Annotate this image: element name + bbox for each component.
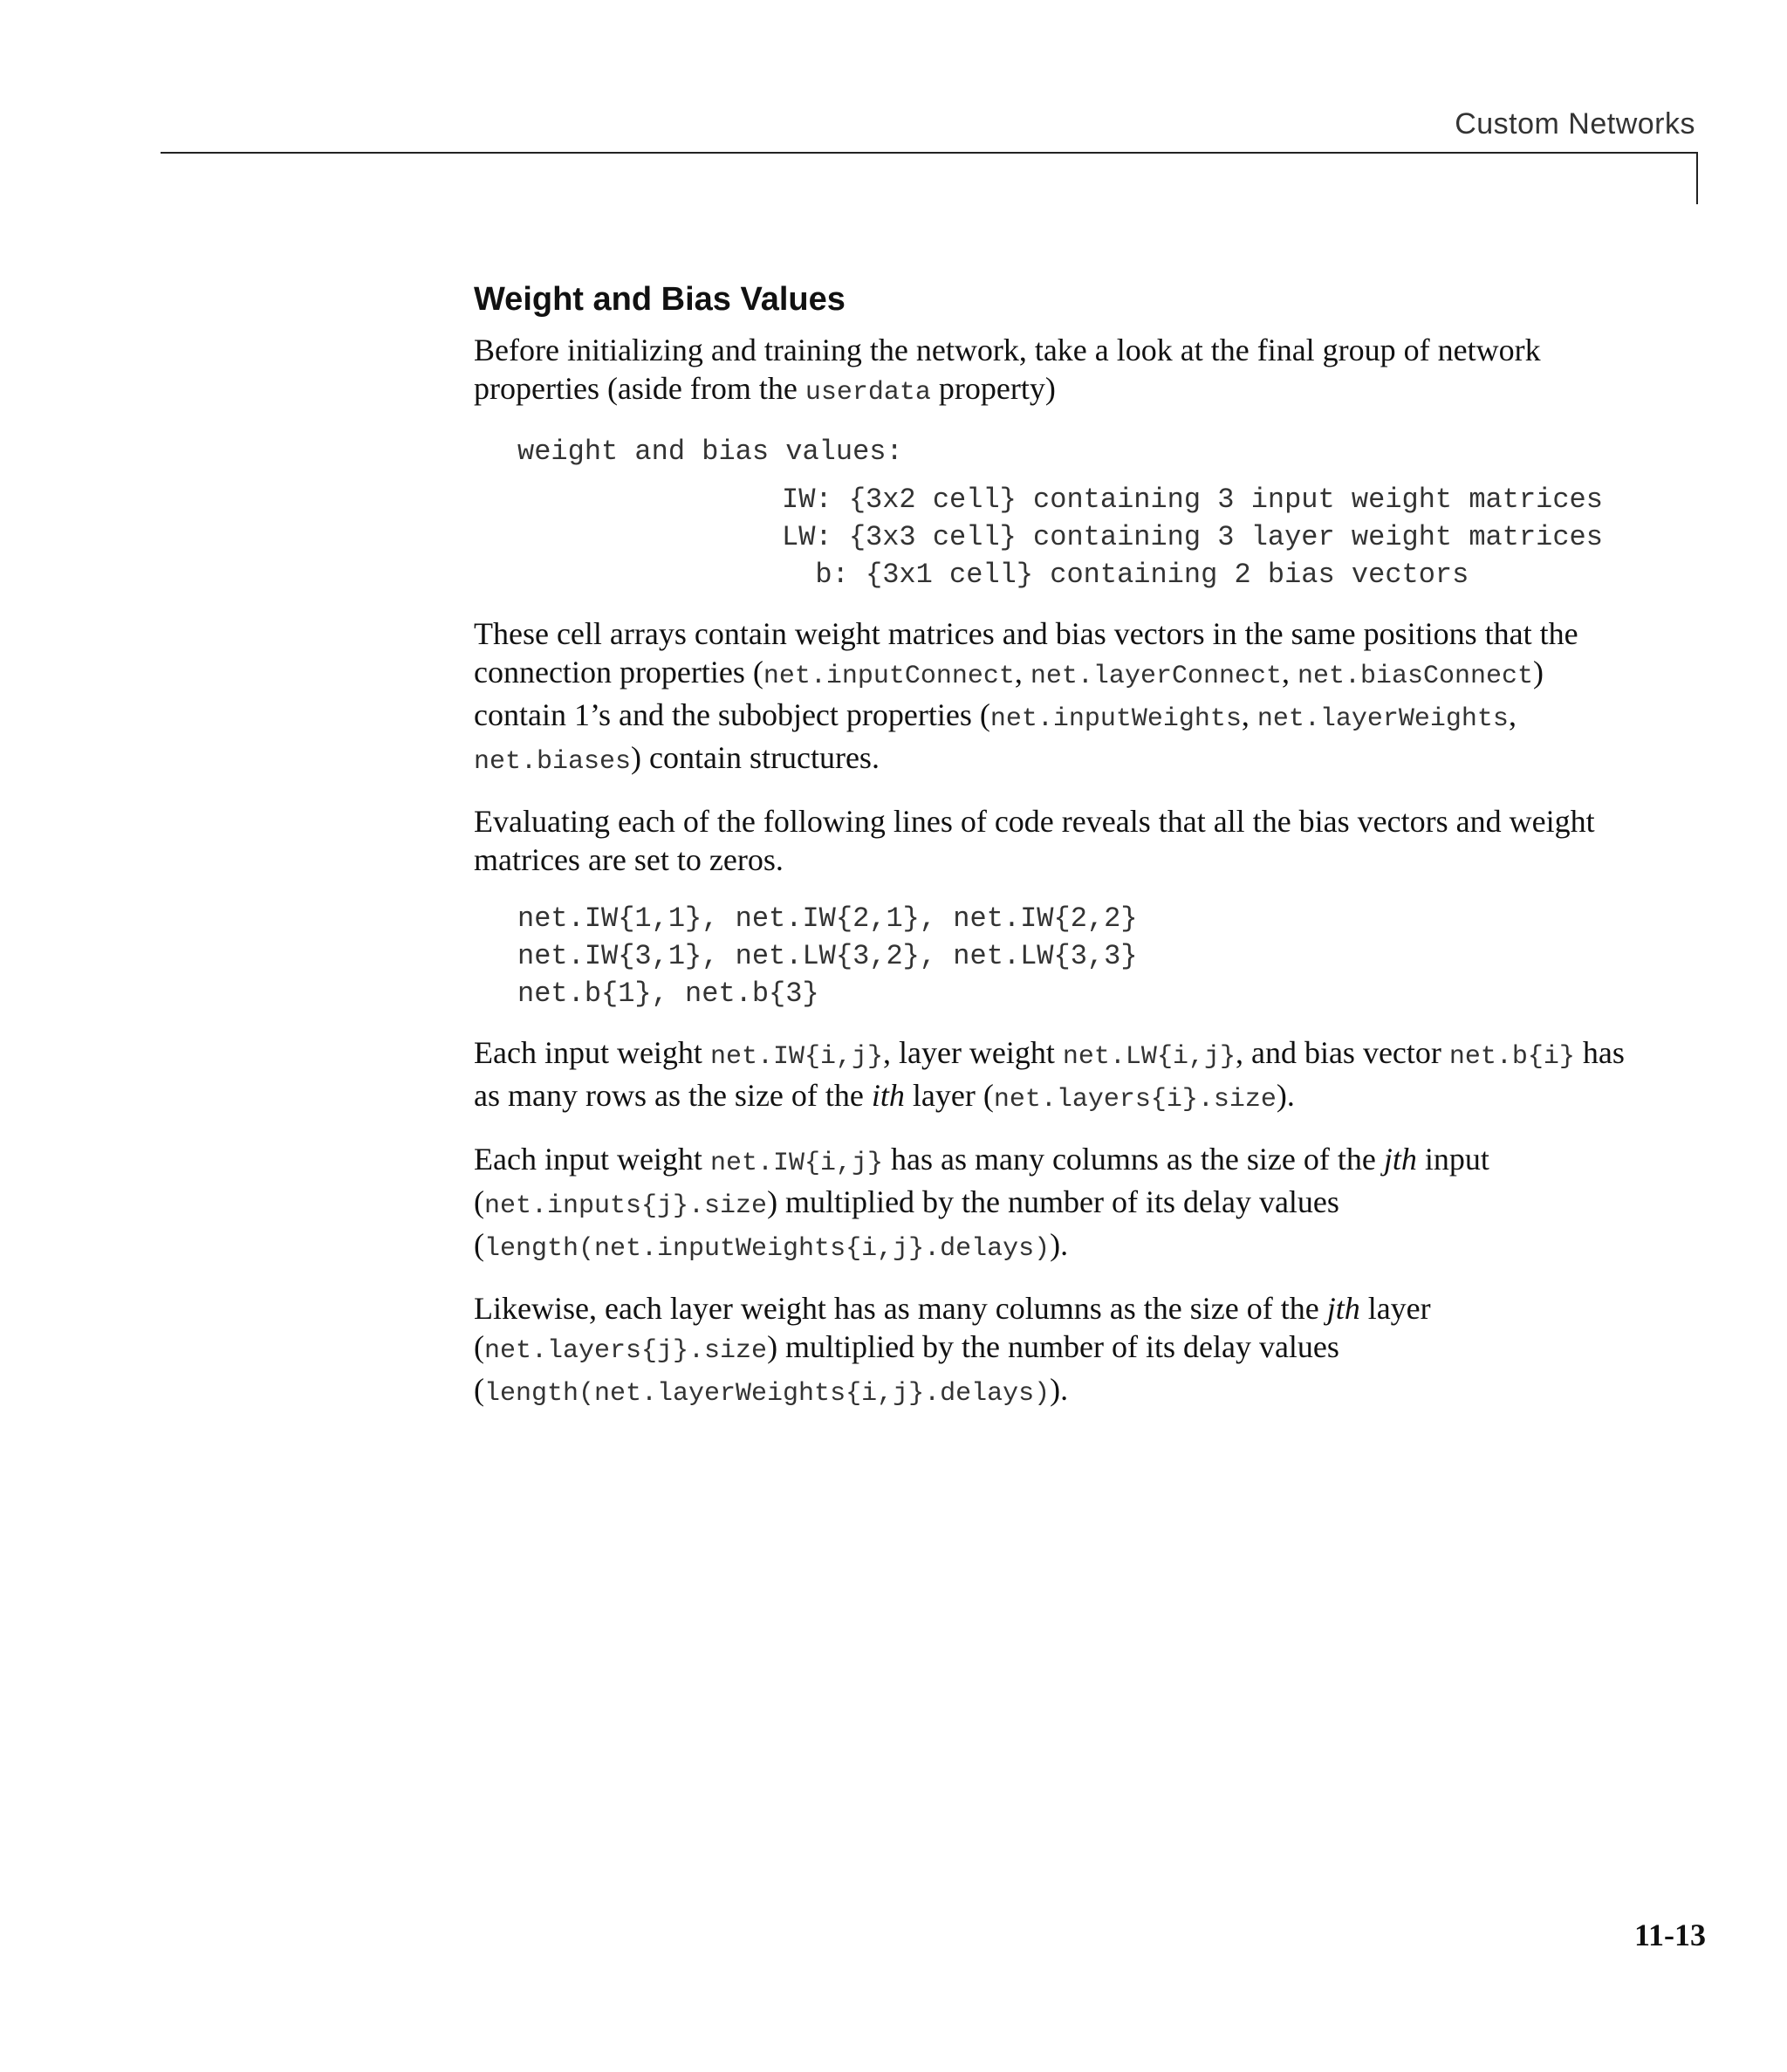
- text-span: ) contain structures.: [631, 740, 880, 775]
- text-span: Likewise, each layer weight has as many columns as the size of the: [474, 1291, 1327, 1326]
- text-span: layer (: [904, 1078, 994, 1113]
- code-line: net.IW{1,1}, net.IW{2,1}, net.IW{2,2}: [517, 902, 1138, 935]
- inline-code: net.inputConnect: [763, 662, 1015, 691]
- inline-code: net.biases: [474, 747, 632, 777]
- text-span: Each input weight: [474, 1142, 710, 1177]
- running-header: Custom Networks: [1455, 107, 1695, 141]
- inline-code: net.IW{i,j}: [709, 1042, 883, 1072]
- italic-text: jth: [1326, 1291, 1360, 1326]
- layer-columns-paragraph: [474, 1289, 1634, 1413]
- code-block-properties: [782, 481, 1634, 593]
- text-span: ).: [1276, 1078, 1295, 1113]
- text-span: , and bias vector: [1235, 1035, 1449, 1070]
- text-span: ,: [1014, 655, 1030, 690]
- text-span: input (: [474, 1142, 1489, 1219]
- header-rule: [161, 152, 1698, 154]
- text-span: , layer weight: [882, 1035, 1063, 1070]
- inline-code: net.IW{i,j}: [709, 1149, 883, 1178]
- input-columns-paragraph: [474, 1140, 1634, 1268]
- inline-code: net.inputs{j}.size: [484, 1191, 768, 1221]
- text-span: Each input weight: [474, 1035, 710, 1070]
- inline-code: length(net.inputWeights{i,j}.delays): [484, 1234, 1051, 1264]
- italic-text: ith: [871, 1078, 905, 1113]
- cell-arrays-paragraph: [474, 614, 1634, 781]
- inline-code: net.layers{i}.size: [993, 1085, 1277, 1115]
- italic-text: jth: [1383, 1142, 1417, 1177]
- evaluating-paragraph: Evaluating each of the following lines of code reveals that all the bias vectors and weight matrices are set to zeros.: [474, 804, 1595, 877]
- text-span: layer (: [474, 1291, 1431, 1364]
- code-line: net.IW{3,1}, net.LW{3,2}, net.LW{3,3}: [517, 940, 1138, 972]
- text-span: ) multiplied by the number of its delay values (: [474, 1184, 1339, 1262]
- rows-paragraph: [474, 1033, 1634, 1119]
- inline-code: net.LW{i,j}: [1062, 1042, 1236, 1072]
- inline-code: net.layerWeights: [1256, 704, 1509, 734]
- text-span: ) contain 1’s and the subobject properties (: [474, 655, 1544, 732]
- text-span: ,: [1508, 697, 1517, 732]
- text-span: has as many rows as the size of the: [474, 1035, 1625, 1113]
- text-span: ).: [1050, 1227, 1069, 1262]
- text-span: ,: [1281, 655, 1297, 690]
- text-span: ) multiplied by the number of its delay values (: [474, 1329, 1339, 1407]
- code-line: net.b{1}, net.b{3}: [517, 978, 819, 1010]
- text-span: has as many columns as the size of the: [882, 1142, 1384, 1177]
- code-label: weight and bias values:: [517, 436, 903, 468]
- text-span: Before initializing and training the network, take a look at the final group of network properties (aside from the: [474, 333, 1541, 406]
- inline-code: length(net.layerWeights{i,j}.delays): [484, 1379, 1051, 1409]
- page-content: [474, 281, 1634, 1434]
- text-span: ).: [1050, 1372, 1069, 1407]
- section-heading: Weight and Bias Values: [474, 281, 846, 318]
- inline-code: net.layers{j}.size: [484, 1336, 768, 1366]
- text-span: These cell arrays contain weight matrices and bias vectors in the same positions that the connection properties (: [474, 616, 1578, 690]
- inline-code: net.inputWeights: [989, 704, 1242, 734]
- inline-code: net.b{i}: [1448, 1042, 1575, 1072]
- inline-code: net.biasConnect: [1297, 662, 1534, 691]
- text-span: property): [930, 371, 1056, 406]
- code-line: LW: {3x3 cell} containing 3 layer weight matrices: [782, 521, 1603, 553]
- text-span: ,: [1241, 697, 1257, 732]
- inline-code: net.layerConnect: [1030, 662, 1282, 691]
- code-line: IW: {3x2 cell} containing 3 input weight matrices: [782, 484, 1603, 516]
- page-number: 11-13: [1633, 1918, 1706, 1952]
- header-rule-tick: [1696, 152, 1698, 204]
- inline-code: userdata: [804, 378, 931, 408]
- code-line: b: {3x1 cell} containing 2 bias vectors: [782, 559, 1469, 591]
- intro-paragraph: [474, 331, 1634, 412]
- code-block-evaluate: [517, 900, 1634, 1012]
